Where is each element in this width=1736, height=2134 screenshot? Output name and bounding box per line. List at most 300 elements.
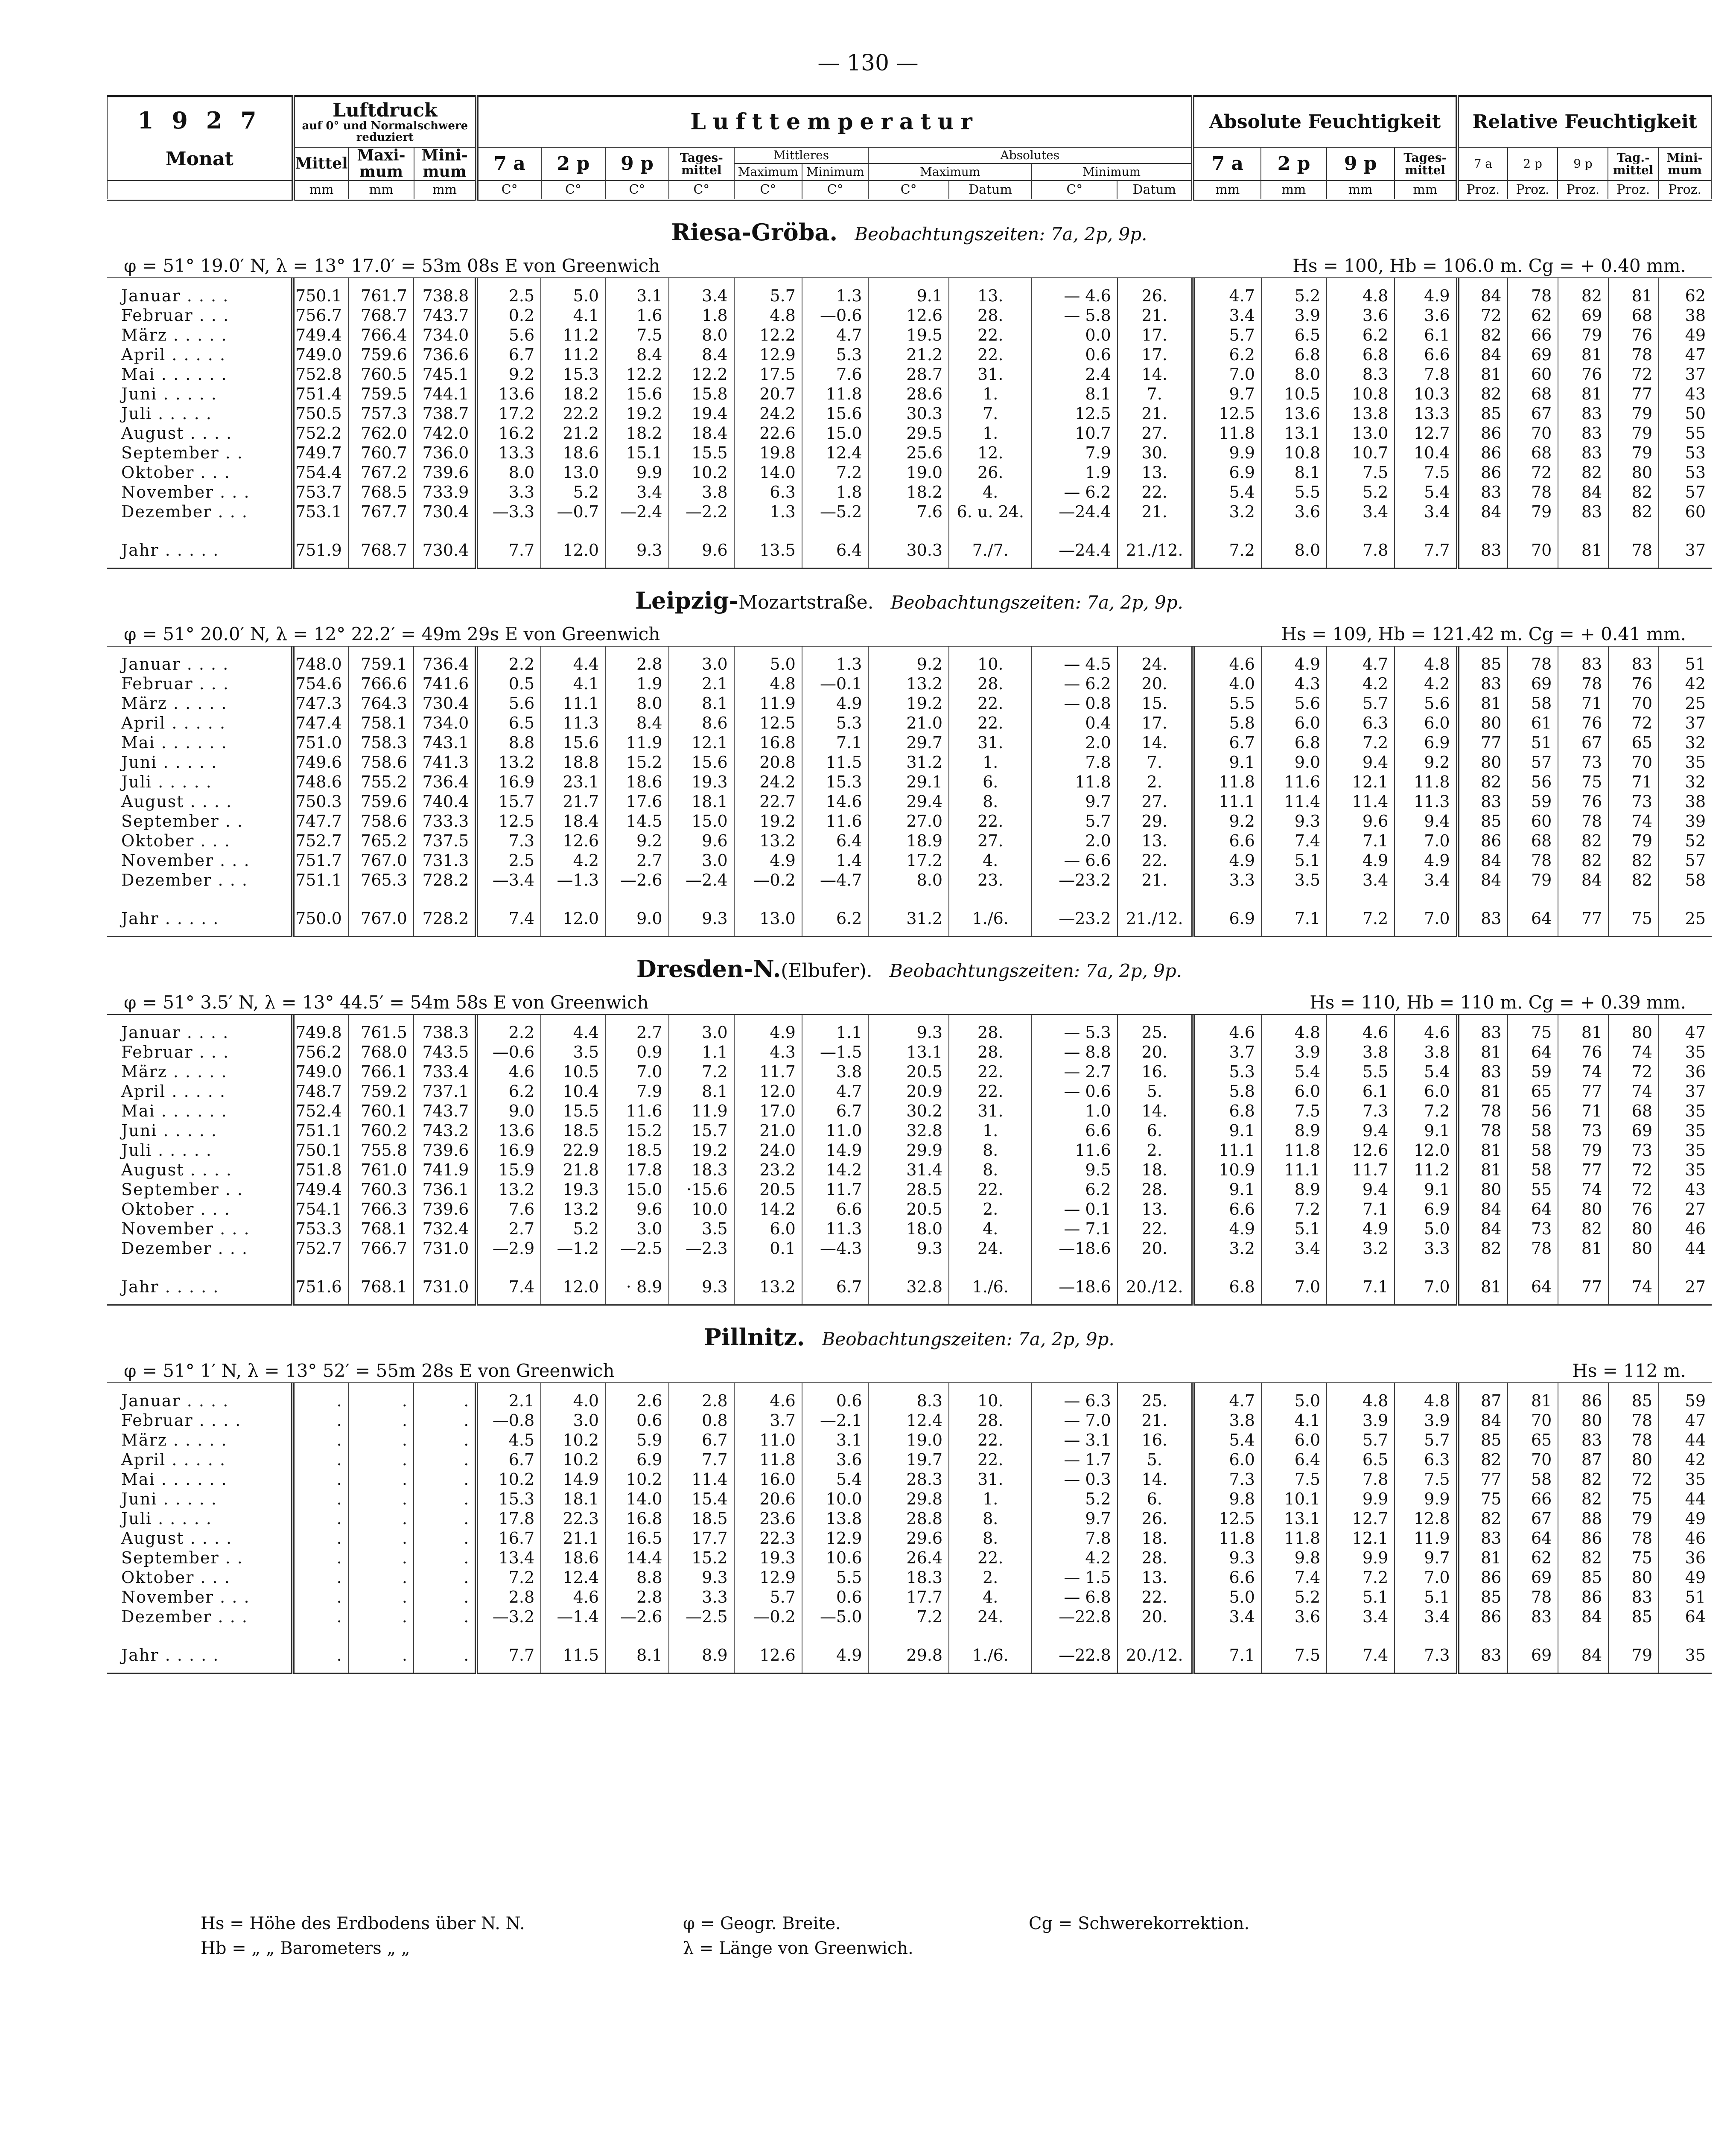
data-cell: —18.6	[1032, 1239, 1117, 1264]
data-cell: 22.	[949, 345, 1032, 364]
data-cell: 56	[1508, 1101, 1558, 1121]
station-data-table	[107, 278, 1712, 569]
data-cell: 15.2	[605, 752, 669, 772]
data-cell: 4.9	[1327, 1219, 1395, 1239]
data-cell: 78	[1608, 1411, 1659, 1430]
data-cell: 6.8	[1193, 1101, 1261, 1121]
data-cell: 7.6	[802, 364, 869, 384]
data-cell: 3.4	[1395, 502, 1457, 528]
data-cell: 74	[1558, 1062, 1608, 1082]
data-cell: 5.0	[1261, 1383, 1327, 1411]
year-heading	[107, 96, 293, 181]
month-row	[107, 752, 1712, 772]
data-cell: .	[414, 1489, 476, 1509]
data-cell: 84	[1458, 345, 1508, 364]
data-cell: 768.7	[348, 528, 414, 568]
data-cell: 766.6	[348, 674, 414, 694]
data-cell: 7.	[1117, 384, 1193, 404]
data-cell: 0.6	[1032, 345, 1117, 364]
data-cell: 10.2	[605, 1469, 669, 1489]
data-cell: .	[414, 1430, 476, 1450]
data-cell: 10.	[949, 1383, 1032, 1411]
month-label: November . . .	[107, 851, 293, 870]
data-cell: — 0.8	[1032, 694, 1117, 713]
data-cell: 7.3	[1327, 1101, 1395, 1121]
data-cell: 3.3	[669, 1587, 734, 1607]
data-cell: 6.4	[802, 831, 869, 851]
data-cell: 35	[1659, 1469, 1712, 1489]
data-cell: 9.3	[868, 1015, 949, 1042]
data-cell: 3.6	[1261, 502, 1327, 528]
data-cell: 7.9	[1032, 443, 1117, 463]
data-cell: 4.9	[1395, 278, 1457, 306]
data-cell: 77	[1608, 384, 1659, 404]
data-cell: 29.6	[868, 1528, 949, 1548]
data-cell: 4.7	[1193, 278, 1261, 306]
data-cell: 8.	[949, 1160, 1032, 1180]
data-cell: 85	[1458, 647, 1508, 674]
data-cell: 82	[1608, 870, 1659, 896]
data-cell: 8.4	[605, 713, 669, 733]
data-cell: 31.2	[868, 752, 949, 772]
data-cell: —1.2	[541, 1239, 605, 1264]
month-label: August . . . .	[107, 423, 293, 443]
data-cell: 10.7	[1032, 423, 1117, 443]
data-cell: 768.5	[348, 482, 414, 502]
month-row	[107, 502, 1712, 528]
data-cell: 78	[1508, 278, 1558, 306]
month-label: Juli . . . . .	[107, 404, 293, 423]
data-cell: 79	[1508, 502, 1558, 528]
station-name-suffix: (Elbufer).	[781, 960, 872, 982]
data-cell: 8.1	[1261, 463, 1327, 482]
data-cell: 79	[1608, 404, 1659, 423]
data-cell: 6.8	[1261, 345, 1327, 364]
data-cell: 7.0	[1395, 831, 1457, 851]
station-coordinates-line	[107, 1357, 1712, 1383]
data-cell: 16.9	[476, 1140, 541, 1160]
data-cell: 12.0	[541, 896, 605, 937]
data-cell: 24.0	[734, 1140, 802, 1160]
data-cell: 4.8	[1261, 1015, 1327, 1042]
data-cell: 12.	[949, 443, 1032, 463]
data-cell: 13.0	[734, 896, 802, 937]
data-cell: 83	[1458, 1528, 1508, 1548]
data-cell: 67	[1508, 404, 1558, 423]
luftdruck-heading: Luftdruck auf 0° und Normalschwere reduziert	[293, 96, 477, 147]
data-cell: 752.7	[293, 1239, 348, 1264]
data-cell: 1./6.	[949, 896, 1032, 937]
month-label: April . . . . .	[107, 345, 293, 364]
data-cell: 7.	[949, 404, 1032, 423]
data-cell: 5.2	[541, 1219, 605, 1239]
data-cell: 0.2	[476, 306, 541, 325]
station-title	[107, 1306, 1712, 1357]
data-cell: 18.6	[541, 1548, 605, 1568]
month-label: September . .	[107, 443, 293, 463]
data-cell: 7.3	[476, 831, 541, 851]
data-cell: 0.5	[476, 674, 541, 694]
data-cell: 1.1	[669, 1042, 734, 1062]
data-cell: 750.1	[293, 278, 348, 306]
month-row	[107, 772, 1712, 792]
data-cell: 4.9	[1395, 851, 1457, 870]
data-cell: 57	[1659, 851, 1712, 870]
data-cell: 6.0	[1395, 713, 1457, 733]
data-cell: — 0.1	[1032, 1199, 1117, 1219]
data-cell: 762.0	[348, 423, 414, 443]
month-label: April . . . . .	[107, 713, 293, 733]
data-cell: 14.9	[802, 1140, 869, 1160]
data-cell: 25.	[1117, 1383, 1193, 1411]
data-cell: 2.	[949, 1199, 1032, 1219]
data-cell: 9.6	[669, 831, 734, 851]
data-cell: 13.0	[1327, 423, 1395, 443]
data-cell: 741.6	[414, 674, 476, 694]
data-cell: 9.3	[1193, 1548, 1261, 1568]
data-cell: 14.	[1117, 733, 1193, 752]
data-cell: 767.2	[348, 463, 414, 482]
data-cell: 83	[1458, 528, 1508, 568]
observation-times: Beobachtungszeiten: 7a, 2p, 9p.	[822, 1329, 1115, 1350]
data-cell: 13.8	[1327, 404, 1395, 423]
temp-mittleres: Mittleres	[734, 147, 869, 163]
data-cell: 1.4	[802, 851, 869, 870]
month-label: Januar . . . .	[107, 647, 293, 674]
month-row	[107, 1239, 1712, 1264]
data-cell: 11.8	[734, 1450, 802, 1469]
month-label: Dezember . . .	[107, 1607, 293, 1633]
data-cell: 28.	[949, 1015, 1032, 1042]
data-cell: 765.2	[348, 831, 414, 851]
data-cell: 12.0	[734, 1082, 802, 1101]
data-cell: 5.4	[1261, 1062, 1327, 1082]
data-cell: —0.8	[476, 1411, 541, 1430]
absolutes-minimum: Minimum	[1032, 163, 1193, 181]
data-cell: 70	[1608, 752, 1659, 772]
data-cell: 20.	[1117, 1239, 1193, 1264]
data-cell: 29.9	[868, 1140, 949, 1160]
month-label: August . . . .	[107, 1160, 293, 1180]
month-row	[107, 345, 1712, 364]
data-cell: 9.1	[1193, 1180, 1261, 1199]
data-cell: 5.0	[1193, 1587, 1261, 1607]
data-cell: 83	[1458, 1015, 1508, 1042]
data-cell: —24.4	[1032, 502, 1117, 528]
data-cell: 2.8	[605, 1587, 669, 1607]
data-cell: 7.0	[1261, 1264, 1327, 1305]
data-cell: 61	[1508, 713, 1558, 733]
data-cell: 4.4	[541, 1015, 605, 1042]
data-cell: 8.0	[476, 463, 541, 482]
data-cell: 64	[1508, 1528, 1558, 1548]
data-cell: 4.9	[802, 694, 869, 713]
data-cell: 8.3	[868, 1383, 949, 1411]
data-cell: 58	[1508, 1121, 1558, 1140]
data-cell: 81	[1458, 1548, 1508, 1568]
data-cell: 9.1	[1395, 1180, 1457, 1199]
data-cell: 6.0	[1261, 713, 1327, 733]
data-cell: 749.0	[293, 345, 348, 364]
data-cell: 11.9	[734, 694, 802, 713]
legend-phi: φ = Geogr. Breite.	[683, 1914, 841, 1933]
data-cell: 11.6	[1261, 772, 1327, 792]
data-cell: 83	[1458, 674, 1508, 694]
station-name-suffix: Mozartstraße.	[738, 592, 874, 613]
station-coordinates: φ = 51° 1′ N, λ = 13° 52′ = 55m 28s E von Greenwich	[124, 1360, 615, 1381]
data-cell: 11.9	[1395, 1528, 1457, 1548]
data-cell: 31.	[949, 1101, 1032, 1121]
data-cell: 6.3	[1395, 1450, 1457, 1469]
data-cell: 6.7	[802, 1264, 869, 1305]
data-cell: 15.2	[669, 1548, 734, 1568]
data-cell: 13.	[1117, 463, 1193, 482]
data-cell: 15.6	[669, 752, 734, 772]
data-cell: .	[293, 1383, 348, 1411]
data-cell: 7.1	[1193, 1633, 1261, 1673]
data-cell: 25	[1659, 694, 1712, 713]
data-cell: 22.	[1117, 851, 1193, 870]
data-cell: 3.0	[669, 647, 734, 674]
data-cell: 6.2	[1193, 345, 1261, 364]
month-row	[107, 1180, 1712, 1199]
data-cell: 730.4	[414, 502, 476, 528]
data-cell: 19.5	[868, 325, 949, 345]
month-label: März . . . . .	[107, 1430, 293, 1450]
data-cell: — 6.6	[1032, 851, 1117, 870]
month-row	[107, 1430, 1712, 1450]
data-cell: 29.8	[868, 1489, 949, 1509]
data-cell: 28.	[949, 1411, 1032, 1430]
data-cell: 8.9	[669, 1633, 734, 1673]
data-cell: 64	[1508, 1264, 1558, 1305]
data-cell: 24.	[1117, 647, 1193, 674]
month-label: Jahr . . . . .	[107, 896, 293, 937]
data-cell: 76	[1608, 674, 1659, 694]
data-cell: 20./12.	[1117, 1633, 1193, 1673]
month-row	[107, 463, 1712, 482]
data-cell: 83	[1458, 1633, 1508, 1673]
data-cell: 12.0	[541, 1264, 605, 1305]
data-cell: 31.2	[868, 896, 949, 937]
data-cell: 81	[1458, 364, 1508, 384]
data-cell: 22.7	[734, 792, 802, 811]
data-cell: 5.3	[1193, 1062, 1261, 1082]
data-cell: 14.9	[541, 1469, 605, 1489]
month-label: Dezember . . .	[107, 502, 293, 528]
data-cell: 64	[1508, 896, 1558, 937]
data-cell: 12.2	[734, 325, 802, 345]
data-cell: 72	[1608, 1469, 1659, 1489]
data-cell: 1.1	[802, 1015, 869, 1042]
data-cell: 731.0	[414, 1239, 476, 1264]
data-cell: 32.8	[868, 1121, 949, 1140]
data-cell: 13.1	[1261, 1509, 1327, 1528]
data-cell: 13.6	[476, 1121, 541, 1140]
month-label: Juni . . . . .	[107, 752, 293, 772]
month-row	[107, 384, 1712, 404]
data-cell: 81	[1458, 1160, 1508, 1180]
month-row	[107, 1587, 1712, 1607]
month-label: November . . .	[107, 482, 293, 502]
data-cell: 6.9	[1193, 463, 1261, 482]
month-label: Mai . . . . . .	[107, 364, 293, 384]
data-cell: 12.1	[669, 733, 734, 752]
data-cell: .	[414, 1383, 476, 1411]
station-title	[107, 937, 1712, 988]
data-cell: 740.4	[414, 792, 476, 811]
data-cell: 23.2	[734, 1160, 802, 1180]
data-cell: 764.3	[348, 694, 414, 713]
luftdruck-minimum: Mini-mum	[414, 147, 477, 181]
data-cell: 2.8	[476, 1587, 541, 1607]
station-coordinates: φ = 51° 20.0′ N, λ = 12° 22.2′ = 49m 29s E von Greenwich	[124, 624, 660, 644]
data-cell: 13.1	[1261, 423, 1327, 443]
data-cell: 750.5	[293, 404, 348, 423]
data-cell: 3.6	[1327, 306, 1395, 325]
data-cell: 80	[1608, 1239, 1659, 1264]
data-cell: 17.2	[868, 851, 949, 870]
data-cell: 749.4	[293, 325, 348, 345]
data-cell: 44	[1659, 1489, 1712, 1509]
data-cell: 739.6	[414, 1199, 476, 1219]
data-cell: 82	[1458, 1509, 1508, 1528]
data-cell: 13.2	[734, 1264, 802, 1305]
month-label: Januar . . . .	[107, 1383, 293, 1411]
data-cell: 36	[1659, 1062, 1712, 1082]
data-cell: 58	[1508, 1160, 1558, 1180]
data-cell: 5.0	[734, 647, 802, 674]
data-cell: 7.3	[1395, 1633, 1457, 1673]
data-cell: 73	[1558, 1121, 1608, 1140]
data-cell: 11.5	[802, 752, 869, 772]
data-cell: 49	[1659, 325, 1712, 345]
data-cell: .	[293, 1548, 348, 1568]
data-cell: 16.8	[605, 1509, 669, 1528]
month-row	[107, 1383, 1712, 1411]
data-cell: 21.	[1117, 404, 1193, 423]
station-coordinates-line	[107, 620, 1712, 647]
data-cell: 4.6	[734, 1383, 802, 1411]
data-cell: 14.	[1117, 1469, 1193, 1489]
data-cell: 46	[1659, 1528, 1712, 1548]
data-cell: .	[293, 1489, 348, 1509]
data-cell: 13.5	[734, 528, 802, 568]
data-cell: —1.4	[541, 1607, 605, 1633]
month-label: März . . . . .	[107, 694, 293, 713]
data-cell: 17.8	[476, 1509, 541, 1528]
data-cell: —0.1	[802, 674, 869, 694]
data-cell: 1./6.	[949, 1264, 1032, 1305]
data-cell: 761.7	[348, 278, 414, 306]
data-cell: .	[348, 1587, 414, 1607]
data-cell: 64	[1508, 1199, 1558, 1219]
data-cell: 760.5	[348, 364, 414, 384]
data-cell: 85	[1558, 1568, 1608, 1587]
data-cell: 82	[1608, 851, 1659, 870]
data-cell: 83	[1558, 404, 1608, 423]
month-label: Oktober . . .	[107, 831, 293, 851]
month-label: Juni . . . . .	[107, 384, 293, 404]
data-cell: 741.3	[414, 752, 476, 772]
data-cell: 3.0	[605, 1219, 669, 1239]
data-cell: 7.0	[605, 1062, 669, 1082]
data-cell: 3.1	[802, 1430, 869, 1450]
data-cell: 80	[1558, 1199, 1608, 1219]
data-cell: 5.2	[1261, 1587, 1327, 1607]
data-cell: 767.7	[348, 502, 414, 528]
data-cell: 68	[1608, 1101, 1659, 1121]
data-cell: 83	[1558, 1430, 1608, 1450]
data-cell: 3.7	[734, 1411, 802, 1430]
month-row	[107, 1607, 1712, 1633]
data-cell: 4.2	[541, 851, 605, 870]
data-cell: 8.1	[669, 694, 734, 713]
data-cell: 7.2	[1327, 896, 1395, 937]
data-cell: 21.	[1117, 1411, 1193, 1430]
data-cell: .	[348, 1430, 414, 1450]
data-cell: 7.2	[1261, 1199, 1327, 1219]
data-cell: 77	[1558, 896, 1608, 937]
data-cell: 752.4	[293, 1101, 348, 1121]
data-cell: 18.3	[868, 1568, 949, 1587]
data-cell: 12.4	[802, 443, 869, 463]
data-cell: 3.4	[669, 278, 734, 306]
data-cell: 26.	[1117, 1509, 1193, 1528]
data-cell: 15.1	[605, 443, 669, 463]
temp-9p: 9 p	[605, 147, 668, 181]
data-cell: 9.7	[1395, 1548, 1457, 1568]
data-cell: 69	[1558, 306, 1608, 325]
data-cell: 20.	[1117, 674, 1193, 694]
data-cell: 24.	[949, 1607, 1032, 1633]
data-cell: 7.0	[1395, 896, 1457, 937]
data-cell: —3.4	[476, 870, 541, 896]
data-cell: 752.8	[293, 364, 348, 384]
data-cell: .	[348, 1568, 414, 1587]
data-cell: 4.8	[734, 674, 802, 694]
data-cell: 4.2	[1395, 674, 1457, 694]
data-cell: 3.6	[1395, 306, 1457, 325]
data-cell: 13.	[1117, 831, 1193, 851]
data-cell: 731.3	[414, 851, 476, 870]
data-cell: 21.0	[868, 713, 949, 733]
data-cell: 21./12.	[1117, 896, 1193, 937]
data-cell: 12.4	[868, 1411, 949, 1430]
data-cell: 3.4	[1193, 306, 1261, 325]
data-cell: 12.5	[734, 713, 802, 733]
data-cell: 9.9	[605, 463, 669, 482]
data-cell: 28.5	[868, 1180, 949, 1199]
data-cell: 4.6	[476, 1062, 541, 1082]
data-cell: 5.	[1117, 1450, 1193, 1469]
data-cell: 9.4	[1327, 752, 1395, 772]
station-title	[107, 569, 1712, 620]
data-cell: 7.5	[1395, 1469, 1457, 1489]
data-cell: 64	[1508, 1042, 1558, 1062]
data-cell: 5.6	[476, 325, 541, 345]
data-cell: 11.6	[802, 811, 869, 831]
data-cell: 14.5	[605, 811, 669, 831]
data-cell: —0.2	[734, 870, 802, 896]
temp-absolutes: Absolutes	[868, 147, 1193, 163]
data-cell: 21.	[1117, 870, 1193, 896]
data-cell: 4.8	[1327, 278, 1395, 306]
data-cell: 23.	[949, 870, 1032, 896]
data-cell: —23.2	[1032, 870, 1117, 896]
data-cell: 16.	[1117, 1430, 1193, 1450]
data-cell: 5.4	[1395, 1062, 1457, 1082]
